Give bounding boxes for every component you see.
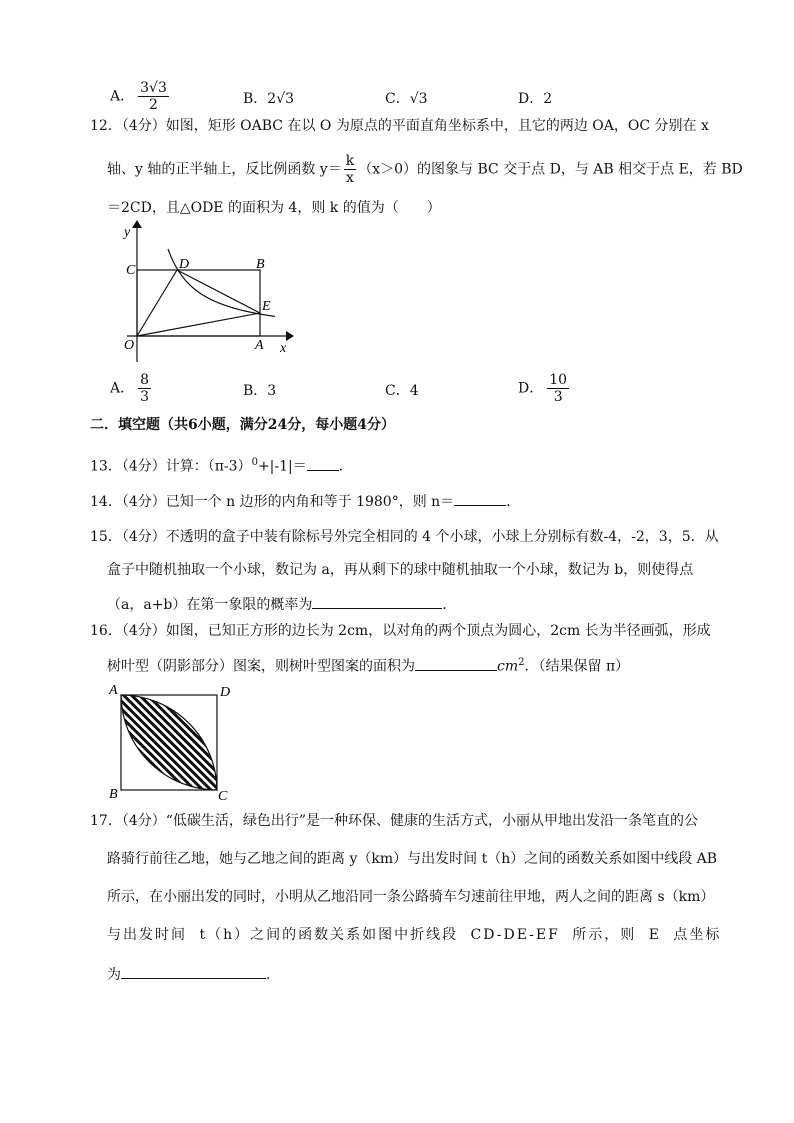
q11-option-d: D．2: [518, 91, 553, 107]
q11-option-a: [110, 80, 169, 113]
q12-option-a: [110, 372, 151, 405]
label-c: C: [126, 263, 136, 278]
q16-line-1: 16．（4分）如图，已知正方形的边长为 2cm，以对角的两个顶点为圆心，2cm 长为半径画弧，形成: [90, 623, 711, 639]
x-axis-arrow-icon: [286, 331, 294, 341]
q17-line-3: 所示，在小丽出发的同时，小明从乙地沿同一条公路骑车匀速前往甲地，两人之间的距离 s（km）: [107, 889, 715, 905]
q12-option-c: C．4: [385, 383, 419, 399]
text: ．: [442, 597, 457, 613]
q15-line-3: [107, 594, 456, 614]
q11-option-b: B．2√3: [243, 91, 295, 107]
numerator: 8: [140, 372, 150, 388]
answer-blank[interactable]: [415, 656, 497, 671]
label-b: B: [256, 257, 265, 272]
fraction: [547, 372, 569, 405]
hatch-line: [105, 680, 235, 802]
label-d: D: [179, 257, 190, 272]
text: 轴、y 轴的正半轴上，反比例函数 y＝: [107, 161, 342, 178]
fraction-k-over-x: [344, 153, 356, 186]
text: 树叶型（阴影部分）图案，则树叶型图案的面积为: [107, 658, 415, 675]
segment-de: [177, 270, 260, 313]
answer-blank[interactable]: [312, 594, 442, 609]
q13: [90, 454, 353, 476]
label-y: y: [124, 225, 131, 240]
denominator: 3: [140, 389, 150, 405]
text: ．: [506, 494, 521, 510]
q16-figure: [105, 680, 235, 802]
q14: [90, 491, 520, 511]
unit: cm: [497, 658, 519, 675]
fraction: [138, 372, 151, 405]
numerator: 10: [549, 372, 568, 388]
q11-option-c: C．√3: [385, 91, 428, 107]
answer-blank[interactable]: [121, 964, 266, 979]
q12-line-2: [107, 153, 743, 186]
label-b: B: [109, 787, 118, 802]
q12-option-b: B．3: [243, 383, 277, 399]
q17-line-1: 17．（4分）“低碳生活，绿色出行”是一种环保、健康的生活方式，小丽从甲地出发沿一条笔直的公: [90, 813, 699, 829]
text: 14．（4分）已知一个 n 边形的内角和等于 1980°，则 n＝: [90, 494, 455, 510]
text: 13．（4分）计算：（π-3）: [90, 458, 252, 475]
denominator: 3: [553, 389, 563, 405]
hatched-leaf: [105, 680, 235, 802]
numerator: k: [345, 153, 355, 169]
text: ．: [338, 458, 353, 475]
label-x: x: [280, 341, 287, 356]
q15-line-2: 盒子中随机抽取一个小球，数记为 a，再从剩下的球中随机抽取一个小球，数记为 b，则使得点: [107, 562, 694, 578]
denominator: x: [346, 170, 354, 186]
text: （x＞0）的图象与 BC 交于点 D，与 AB 相交于点 E，若 BD: [358, 161, 743, 178]
section-heading: 二．填空题（共6小题，满分24分，每小题4分）: [90, 417, 395, 433]
q12-figure: [115, 220, 300, 365]
answer-blank[interactable]: [307, 456, 339, 471]
q17-line-2: 路骑行前往乙地，她与乙地之间的距离 y（km）与出发时间 t（h）之间的函数关系如图中线段 AB: [107, 851, 718, 867]
label-a: A: [255, 338, 264, 353]
q17-line-4: 与出发时间 t（h）之间的函数关系如图中折线段 CD-DE-EF 所示，则 E 点坐标: [107, 927, 722, 943]
text: 为: [107, 967, 121, 983]
fraction: [138, 80, 169, 113]
denominator: 2: [149, 97, 158, 113]
label-d: D: [220, 685, 231, 700]
text: +|-1|＝: [257, 458, 307, 475]
label-a: A: [109, 683, 118, 698]
label-e: E: [262, 299, 271, 314]
numerator: 3√3: [140, 80, 167, 96]
q16-line-2: [107, 654, 629, 676]
option-label: A．: [110, 88, 135, 105]
segment-oe: [137, 313, 260, 336]
label-o: O: [124, 338, 135, 353]
label-c: C: [218, 789, 228, 802]
hatch-line: [105, 680, 227, 802]
answer-blank[interactable]: [454, 491, 506, 506]
option-label: A．: [110, 380, 135, 397]
q12-option-d: [518, 372, 569, 405]
exponent: 0: [251, 457, 258, 468]
q17-line-5: [107, 964, 280, 984]
q12-line-1: 12．（4分）如图，矩形 OABC 在以 O 为原点的平面直角坐标系中，且它的两边 OA，OC 分别在 x: [90, 118, 709, 134]
text: ．（结果保留 π）: [524, 658, 630, 675]
option-label: D．: [518, 380, 544, 397]
text: ．: [266, 967, 280, 983]
q12-line-3: ＝2CD，且△ODE 的面积为 4，则 k 的值为（ ）: [107, 200, 441, 216]
y-axis-arrow-icon: [132, 220, 142, 228]
segment-od: [137, 270, 177, 336]
q15-line-1: 15．（4分）不透明的盒子中装有除标号外完全相同的 4 个小球，小球上分别标有数-4，-2，3，5．从: [90, 529, 719, 545]
exponent: 2: [518, 657, 525, 668]
text: （a，a+b）在第一象限的概率为: [107, 597, 313, 613]
